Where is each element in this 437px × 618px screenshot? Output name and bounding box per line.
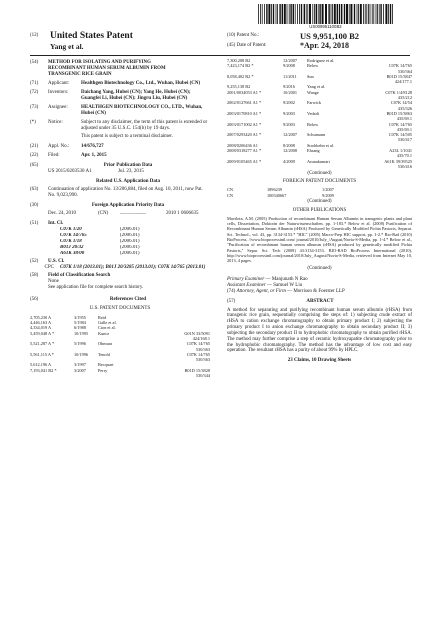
other-pubs: Mavilota, A.M. (2005) Production of recombinant Human Serum Albumin in transgenic plants and plant cells, Dissertation, Doktorin der Naturwissenschaften, pp. 1-183.* Below et al. (2008) Purification of Recombinant Human Serum Albumin (rHSA) Produced by Genetically Modified Pichia Pastoris, Separat. Sci. Technol., vol. 43, pp. 3134-3153.* "HIC" (2005) Macro-Prep HIC support, pp. 1-2.* Bio-Rad (2010) BioProcess, //www.bioprocessintl.com/ journal/2010/July_/August/Navia-S-Media, pp. 1-4.* Below et al., "Purification of recombinant human serum albumin (rHSA) produced by genetically modified Pichia Pastoris," Separ. Sci. Tech (2008) 43:3134-3153. BIO-RAD BioProcess International (2010), http://www.bioprocessintl.com/journal/2010/July_August/Nuvia-S-Media, retrieved from Internet May 10, 2013, 4 pages.	[227, 215, 412, 264]
ref-class: C07K 14/54	[390, 100, 412, 106]
intcl-date: (2006.01)	[120, 238, 140, 244]
barcode-bar	[282, 4, 283, 24]
barcode-bar	[271, 4, 272, 24]
abstract-heading: ABSTRACT	[306, 298, 334, 304]
field-label: Field of Classification Search	[48, 272, 111, 278]
ref-number: 5,612,196 A	[30, 362, 52, 368]
barcode-bar	[380, 4, 381, 24]
barcode-bar	[344, 4, 345, 24]
reference-row	[30, 373, 220, 378]
ref-date: 9/2002	[283, 100, 295, 106]
cpc: C07K 1/18 (2013.01); B01J 20/3285 (2013.01); C07K 14/765 (2013.01)	[60, 264, 206, 270]
ref-name	[98, 373, 142, 378]
notice-code: (*)	[30, 119, 36, 125]
prior-code: (65)	[30, 162, 39, 168]
prior-date: Jul. 23, 2015	[118, 168, 144, 174]
ref-date: 4/2009	[283, 158, 295, 164]
prior-heading: Prior Publication Data	[103, 162, 153, 168]
ref-name: Tenold	[98, 351, 110, 357]
barcode-bar	[379, 4, 380, 24]
barcode-bar	[372, 4, 373, 24]
barcode-bar	[360, 4, 362, 24]
examiner: — Manjunath N Rao	[265, 276, 308, 282]
barcode-bar	[322, 4, 324, 24]
us-refs-left	[30, 315, 220, 379]
barcode-bar	[297, 4, 298, 24]
barcode-bar	[377, 4, 378, 24]
foreign-doc-date: 9/2009	[322, 192, 334, 198]
ref-number: 5,521,287 A *	[30, 341, 55, 347]
ref-number: 5,459,048 A *	[30, 330, 55, 336]
appl-label: Appl. No.:	[48, 143, 70, 149]
intcl-date: (2006.01)	[120, 250, 140, 256]
barcode-bar	[316, 4, 317, 24]
assignee-label: Assignee:	[48, 104, 68, 110]
barcode-bar	[273, 4, 274, 24]
ref-class: C07K 14/765	[388, 63, 412, 69]
appl-no: 14/676,727	[81, 143, 104, 149]
prior-pub: US 2015/0203530 A1	[48, 168, 92, 174]
ref-name: Below	[307, 121, 319, 127]
ref-number: 7,300,208 B2	[227, 58, 251, 63]
ref-number: 4,446,163 A	[30, 320, 52, 326]
ref-date: 11/2011	[283, 73, 297, 79]
ref-date	[74, 373, 98, 378]
barcode-bar	[319, 4, 320, 24]
ref-class: 530/363	[195, 346, 210, 352]
ref-name: Galle et al.	[98, 320, 117, 326]
intcl-code: (51)	[30, 220, 39, 226]
ref-class: 530/417	[397, 137, 412, 143]
ref-class: C07K 14/765	[186, 341, 210, 347]
ref-date: 10/1995	[74, 330, 89, 336]
ref-date: 3/1997	[74, 362, 86, 368]
attorney-label: Attorney, Agent, or Firm	[236, 288, 286, 294]
ref-name: Becquart	[98, 362, 114, 368]
code-12: (12)	[30, 33, 39, 38]
asst-label: Assistant Examiner	[227, 282, 266, 288]
barcode-bar	[258, 4, 259, 24]
ref-number: 7,193,041 B2 *	[30, 367, 57, 373]
ref-class: C07K 14/765	[186, 351, 210, 357]
claims-line: 23 Claims, 10 Drawing Sheets	[287, 358, 352, 364]
applicant-label: Applicant:	[48, 80, 70, 86]
barcode-bar	[331, 4, 332, 24]
reference-row	[227, 164, 412, 169]
code-45: (45) Date of Patent:	[227, 43, 267, 48]
barcode-bar	[383, 4, 384, 24]
barcode-bar	[392, 4, 393, 24]
barcode-bar	[264, 4, 265, 24]
ref-number: 9,255,138 B2	[227, 84, 251, 90]
ref-name: Schumann	[307, 132, 326, 138]
ref-number: 8,058,402 B2 *	[227, 73, 254, 79]
barcode-bar	[366, 4, 367, 24]
barcode-bar	[385, 4, 387, 24]
barcode-bar	[301, 4, 302, 24]
ref-number: 2002/0127661 A1 *	[227, 100, 262, 106]
ref-number: 7,423,174 B2 *	[227, 63, 254, 69]
ref-class: A61K 39/39525	[384, 158, 412, 164]
abstract: A method for separating and purifying recombinant human serum albumin (rHSA) from transgenic rice grain, sequentially comprising the steps of: 1) subjecting crude extract of rHSA to cation exchange chromatography to obtain primary product I; 2) subjecting the primary product I to anion exchange chromatography to obtain secondary product II; 3) subjecting the secondary product II to hydrophobic chromatography to obtain purified rHSA. The method may further comprise a step of ceramic hydroxyapatite chromatography prior to the hydrophobic chromatography. The method has the advantage of low cost and easy operation. The resultant rHSA has a purity of about 99% by HPLC.	[227, 307, 412, 354]
us-docs-heading: U.S. PATENT DOCUMENTS	[89, 305, 151, 311]
ref-name: Ohmura	[98, 341, 113, 347]
left-column: (54) METHOD FOR ISOLATING AND PURIFYING RECOMBINANT HUMAN SERUM ALBUMIN FROM TRANSGENIC RICE GRAIN (71) Applicant: Healthgen Biotechnology Co., Ltd., Wuhan, Hubei (CN) (72) Inventors: Daichang Yang, Hubei (CN); Yang He, Hubei (CN); Guangfei Li, Hubei (CN); Jingru Liu, Hubei (CN) (73) Assignee: HEALTHGEN BIOTECHNOLOGY CO., LTD., Wuhan, Hubei (CN) (*) Notice: Subject to any disclaimer, the term of this patent is extended or adjusted under 35 U.S.C. 154(b) by 19 days. This patent is subject to a terminal disclaimer. (21) Appl. No.: 14/676,727 (22) Filed: Apr. 1, 2015 (65) Prior Publication Data US 2015/0203530 A1 Jul. 23, 2015 Related U.S. Application Data (63) Continuation of application No. 13/206,884, filed on Aug. 10, 2011, now Pat. No. 9,023,990. (30) Foreign Application Priority Data Dec. 24, 2010 (CN) ......................... 2010 1 0606635 (51) Int. Cl. C07K 1/20 (2006.01) C07K 14/765 (2006.01) C07K 1/18 (2006.01) B01J 20/32 (2006.01) A61K 38/00 (2006.01) (52) U.S. Cl. CPC C07K 1/18 (2013.01); B01J 20/3285 (2013.01); C07K 14/765 (2013.01) (58) Field of Classification Search None See application file for complete search history. (56) References Cited U.S. PATENT DOCUMENTS 2,705,230 A 3/1955 Reid 4,446,163 A 5/1984 Galle et al. 4,334,019 A 6/1988 Cion et al. 5,459,048 A * 10/1995 Kuncz G01N 33/5091 424/168.1 5,521,287 A * 5/1996 Ohmura C07K 14/765 530/363 5,561,115 A * 10/1996 Tenold C07K 14/765 530/363 5,612,196 A 3/1997 Becquart 7,193,041 B2 * 3/2007 Perry B01D 15/3828 530/344	[30, 60, 220, 378]
barcode-bar	[304, 4, 305, 24]
foreign-no: 2010 1 0606635	[166, 210, 199, 216]
foreign-doc-row	[227, 193, 412, 198]
intcl-label: Int. Cl.	[48, 220, 64, 226]
intcl-date: (2006.01)	[120, 244, 140, 250]
notice-terminal: This patent is subject to a terminal disclaimer.	[81, 133, 173, 139]
ref-class: 530/363	[195, 357, 210, 363]
barcode-bar	[349, 4, 350, 24]
ref-class: B01D 15/3847	[386, 73, 412, 79]
abstract-code: (57)	[227, 298, 236, 304]
ref-class: C07K 14/505	[388, 132, 412, 138]
barcode-bar	[332, 4, 333, 24]
ref-name: Arunakumari	[307, 158, 330, 164]
refs-heading: References Cited	[109, 296, 147, 302]
examiner-label: Primary Examiner	[227, 276, 265, 282]
ref-class: G01N 33/5091	[184, 330, 210, 336]
ref-date: 10/2001	[283, 89, 298, 95]
filed-code: (22)	[30, 152, 39, 158]
foreign-heading: Foreign Application Priority Data	[91, 202, 165, 208]
patent-number: US 9,951,100 B2	[300, 31, 360, 41]
intcl-code-value: A61K 38/00	[60, 250, 85, 256]
barcode-number: US009951100B2	[309, 24, 342, 29]
ref-class: 435/69.1	[396, 116, 412, 122]
ref-date: 10/1996	[74, 351, 89, 357]
title: METHOD FOR ISOLATING AND PURIFYING RECOMBINANT HUMAN SERUM ALBUMIN FROM TRANSGENIC RICE GRAIN	[48, 60, 166, 77]
barcode-bar	[373, 4, 374, 24]
ref-number: 2008/0318277 A1 *	[227, 148, 262, 154]
barcode-bar	[309, 4, 311, 24]
intcl-code-value: C07K 1/18	[60, 238, 82, 244]
ref-number: 5,561,115 A *	[30, 351, 54, 357]
ref-number: 4,334,019 A	[30, 325, 52, 331]
other-pubs-heading: OTHER PUBLICATIONS	[292, 207, 347, 213]
ref-name: Cion et al.	[98, 325, 116, 331]
ref-number: 2,705,230 A	[30, 314, 52, 320]
ref-number: 2008/0206436 A1	[227, 142, 258, 148]
patent-type: United States Patent	[50, 31, 133, 41]
barcode-bar	[314, 4, 315, 24]
filed-label: Filed:	[48, 152, 60, 158]
foreign-docs-heading: FOREIGN PATENT DOCUMENTS	[282, 179, 357, 185]
filed-date: Apr. 1, 2015	[81, 152, 107, 158]
barcode-bar	[334, 4, 336, 24]
ref-name: Reid	[98, 314, 107, 320]
barcode-bar	[337, 4, 338, 24]
barcode-bar	[293, 4, 294, 24]
inventors: Daichang Yang, Hubei (CN); Yang He, Hubei (CN); Guangfei Li, Hubei (CN); Jingru Liu, Hubei (CN)	[81, 89, 191, 101]
barcode-bar	[363, 4, 364, 24]
barcode-bar	[339, 4, 340, 24]
uscl-code: (52)	[30, 258, 39, 264]
foreign-country: (CN)	[98, 210, 109, 216]
intcl-code-value: B01J 20/32	[60, 244, 84, 250]
barcode-bar	[299, 4, 300, 24]
header-rule	[30, 55, 410, 56]
barcode	[258, 4, 393, 24]
assignee-code: (73)	[30, 104, 39, 110]
ref-date: 5/1984	[74, 320, 86, 326]
ref-name: Below	[307, 63, 319, 69]
ref-name: Wange	[307, 89, 319, 95]
intcl-date: (2006.01)	[120, 232, 140, 238]
us-refs-right	[227, 58, 412, 169]
ref-number: 2009/0105465 A1 *	[227, 158, 262, 164]
barcode-bar	[307, 4, 308, 24]
title-code: (54)	[30, 60, 39, 65]
barcode-bar	[268, 4, 270, 24]
foreign-code: (30)	[30, 202, 39, 208]
intcl-code-value: C07K 1/20	[60, 226, 82, 232]
barcode-bar	[276, 4, 277, 24]
ref-class: C07K 14/765	[388, 121, 412, 127]
ref-class: 530/344	[195, 372, 210, 378]
foreign-docs	[227, 187, 412, 198]
barcode-bar	[376, 4, 377, 24]
ref-name: Farwick	[307, 100, 322, 106]
ref-name: Kuncz	[98, 330, 110, 336]
foreign-doc-number: 1896239	[267, 187, 283, 193]
barcode-bar	[287, 4, 288, 24]
notice: Subject to any disclaimer, the term of this patent is extended or adjusted under 35 U.S.C. 154(b) by 19 days.	[81, 119, 208, 131]
ref-date: 12/2008	[283, 148, 298, 154]
barcode-bar	[390, 4, 391, 24]
ref-date: 12/2007	[283, 132, 298, 138]
barcode-bar	[266, 4, 267, 24]
ref-date: 9/2003	[283, 110, 295, 116]
ref-number	[227, 164, 283, 169]
barcode-bar	[388, 4, 389, 24]
continuation: Continuation of application No. 13/206,884, filed on Aug. 10, 2011, now Pat. No. 9,023,990.	[48, 186, 203, 198]
inventors-code: (72)	[30, 89, 39, 95]
ref-class: 435/212	[397, 95, 412, 101]
barcode-bar	[368, 4, 369, 24]
ref-name: Ehsang	[307, 148, 320, 154]
foreign-doc-country: CN	[227, 187, 233, 193]
code-10: (10) Patent No.:	[227, 33, 260, 38]
barcode-bar	[279, 4, 280, 24]
barcode-bar	[312, 4, 313, 24]
ref-date: 3/2007	[74, 367, 86, 373]
barcode-bar	[318, 4, 319, 24]
barcode-bar	[290, 4, 291, 24]
inventor-short: Yang et al.	[50, 42, 84, 51]
intcl-list	[60, 227, 220, 257]
date-of-patent: *Apr. 24, 2018	[300, 41, 350, 50]
ref-number	[30, 373, 74, 378]
barcode-bar	[262, 4, 263, 24]
inventors-label: Inventors:	[48, 89, 69, 95]
ref-date: 9/2016	[283, 84, 295, 90]
barcode-bar	[306, 4, 307, 24]
cont-code: (63)	[30, 186, 39, 192]
ref-date: 9/2003	[283, 121, 295, 127]
barcode-bar	[341, 4, 342, 24]
ref-name: Rodriguez et al.	[307, 58, 335, 63]
field-none: None	[48, 278, 59, 284]
appl-code: (21)	[30, 143, 39, 149]
uscl-label: U.S. Cl.	[48, 258, 65, 264]
barcode-bar	[284, 4, 286, 24]
cpc-label: CPC	[44, 264, 54, 270]
field-note: See application file for complete search history.	[48, 284, 144, 290]
ref-date	[283, 164, 307, 169]
ref-class: 530/416	[397, 163, 412, 169]
barcode-bar	[328, 4, 329, 24]
ref-date: 5/1996	[74, 341, 86, 347]
ref-date: 12/2007	[283, 58, 298, 63]
notice-label: Notice:	[48, 119, 63, 125]
ref-name: Vedadi	[307, 110, 319, 116]
attorney-code: (74)	[227, 288, 236, 294]
ref-date: 8/2008	[283, 142, 295, 148]
ref-class: 424/168.1	[192, 335, 210, 341]
ref-class: 435/69.1	[396, 126, 412, 132]
ref-class: 435/70.1	[396, 153, 412, 159]
continued-3: (Continued)	[307, 265, 332, 271]
ref-class: B01D 15/3828	[184, 367, 210, 373]
ref-name: Yang et al.	[307, 84, 326, 90]
foreign-doc-country: CN	[227, 192, 233, 198]
asst-examiner: — Samuel W Liu	[267, 282, 303, 288]
applicant: Healthgen Biotechnology Co., Ltd., Wuhan, Hubei (CN)	[81, 80, 201, 86]
ref-date: 9/2008	[283, 63, 295, 69]
barcode-bar	[358, 4, 359, 24]
field-code: (58)	[30, 272, 39, 278]
continued-1: (Continued)	[307, 171, 332, 177]
applicant-code: (71)	[30, 80, 39, 86]
ref-class: 424/177.1	[394, 79, 412, 85]
foreign-date: Dec. 24, 2010	[48, 210, 77, 216]
barcode-bar	[260, 4, 261, 24]
barcode-bar	[350, 4, 352, 24]
ref-class: B01D 15/3863	[386, 110, 412, 116]
ref-class: 435/326	[397, 105, 412, 111]
ref-date: 6/1988	[74, 325, 86, 331]
related-heading: Related U.S. Application Data	[95, 178, 161, 184]
assignee: HEALTHGEN BIOTECHNOLOGY CO., LTD., Wuhan, Hubei (CN)	[81, 104, 203, 116]
ref-name: Perry	[98, 367, 108, 373]
refs-code: (56)	[30, 296, 39, 302]
ref-number: 2003/0171002 A1 *	[227, 121, 262, 127]
barcode-bar	[370, 4, 371, 24]
ref-number: 2003/0170810 A1 *	[227, 110, 262, 116]
ref-date: 3/1955	[74, 314, 86, 320]
barcode-bar	[357, 4, 358, 24]
ref-name: Sun	[307, 73, 314, 79]
ref-class: 530/364	[397, 68, 412, 74]
barcode-bar	[295, 4, 296, 24]
barcode-bar	[325, 4, 327, 24]
intcl-date: (2006.01)	[120, 226, 140, 232]
barcode-bar	[277, 4, 278, 24]
foreign-doc-date: 1/2007	[322, 187, 334, 193]
foreign-doc-number: 100540667	[267, 192, 287, 198]
ref-class: A23L 1/1041	[389, 148, 412, 154]
right-column	[227, 58, 412, 364]
ref-number: 2007/0293420 A1 *	[227, 132, 262, 138]
ref-class: C07K 1/4/8128	[385, 89, 412, 95]
intcl-code-value: C07K 14/765	[60, 232, 87, 238]
barcode-bar	[289, 4, 290, 24]
barcode-bar	[346, 4, 348, 24]
barcode-bar	[354, 4, 355, 24]
ref-name	[307, 164, 347, 169]
intcl-row	[60, 251, 220, 257]
ref-number: 2001/0034053 A1 *	[227, 89, 262, 95]
attorney: — Morrison & Foerster LLP	[287, 288, 345, 294]
ref-name: Strohbehn et al.	[307, 142, 335, 148]
barcode-bar	[365, 4, 366, 24]
continued-2: (Continued)	[307, 198, 332, 204]
attorney-line	[227, 289, 412, 295]
